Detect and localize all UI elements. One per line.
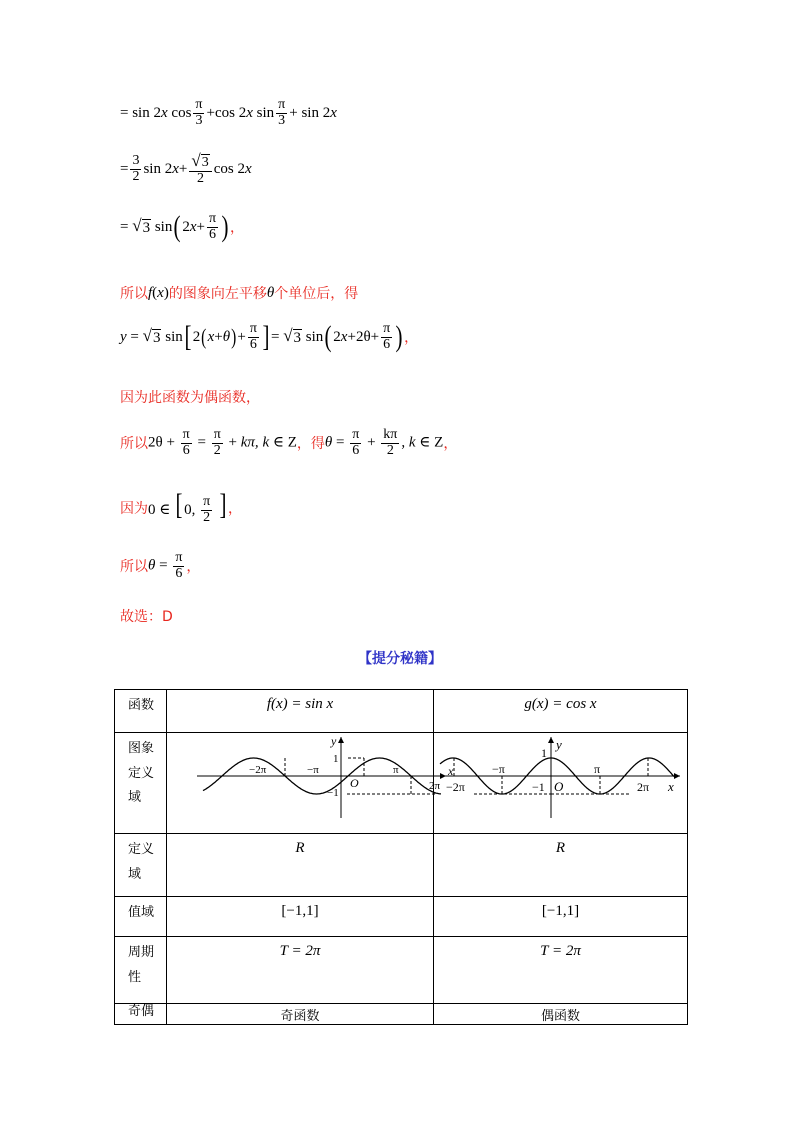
sqrt-icon: √ [142,326,152,346]
tick-label: 1 [541,746,547,760]
theta-value: 所以 θ = $\frac{\pi}{6}$ ， [120,550,201,581]
fraction-pi-3: $\frac{\pi}{3}$ [195,97,203,128]
var-x: x [244,160,252,177]
sqrt-icon: √ [191,151,201,170]
axis-label: x [668,779,674,794]
sin-cos-comparison-table [114,689,688,1025]
var-x: x [172,160,179,177]
tick-label: −1 [532,780,545,794]
equals-sign: = [120,160,129,177]
sin-function-cell: f(x) = sin x [167,690,434,733]
sin-range-cell: [−1,1] [167,897,434,937]
plus-sign: + [196,218,205,235]
cos-term: cos 2 [213,160,245,177]
y-arrow-icon [548,737,554,743]
plus-sign: + [178,160,188,177]
table-row [115,897,688,937]
sin-parity-cell: 奇函数 [167,1004,434,1025]
cos-graph-cell [434,733,688,834]
row-label: 周期 性 [115,937,167,1004]
shift-statement: 所以 f(x) 的图象向左平移 θ 个单位后，得 [120,284,359,302]
y-arrow-icon [338,737,344,743]
cos-term: cos [171,104,192,121]
row-label: 图象 定义 域 [115,733,167,834]
cos-graph [434,733,688,828]
cos-term: cos 2 [214,104,247,121]
theta-range: 因为 0 ∈ [ 0, $\frac{\pi}{2}$ ] ， [120,488,242,526]
row-label: 定义 域 [115,834,167,897]
sin-term: sin [154,218,173,235]
left-paren-icon: ( [173,210,181,244]
tick-label: −π [307,764,319,776]
sin-term: sin 2 [301,104,331,121]
shifted-function: y = √ 3 sin [ 2 ( x + θ ) + $\frac{\pi}{6}$ ] = √ 3 sin ( 2 x + 2θ + $\frac{\pi}{6}$ ) ， [120,320,419,354]
sqrt-icon: √ [283,326,293,346]
var-x: x [189,218,197,235]
fraction-pi-3: $\frac{\pi}{3}$ [278,97,286,128]
table-row [115,733,688,834]
right-paren-icon: ) [221,210,229,244]
sin-period-cell: T = 2π [167,937,434,1004]
sqrt-icon: √ [132,216,142,236]
tick-label: −1 [327,787,339,799]
tips-heading: 【提分秘籍】 [358,651,442,667]
cos-function-cell: g(x) = cos x [434,690,688,733]
step-combine [120,152,252,186]
sin-graph [167,733,454,828]
tick-label: 1 [333,753,339,765]
var-x: x [330,104,337,121]
tick-label: 2π [429,780,441,792]
left-bracket-icon: [ [184,320,192,354]
table-row [115,1004,688,1025]
var-x: x [160,104,168,121]
plus-sign: + [289,104,298,121]
row-label: 函数 [115,690,167,733]
table-row [115,937,688,1004]
cos-domain-cell: R [434,834,688,897]
theta-condition: 所以 2θ + $\frac{\pi}{6}$ = $\frac{\pi}{2}$ + kπ, k ∈ Z ，得 θ = $\frac{\pi}{6}$ + $\frac{k\pi}{2}$ , k ∈ Z ， [120,427,458,458]
table-row [115,690,688,733]
even-function-statement: 因为此函数为偶函数， [120,390,260,406]
left-bracket-icon: [ [175,488,183,521]
plus-sign: + [206,104,215,121]
step-result: = √ 3 sin ( 2 x + $\frac{\pi}{6}$ ) ， [120,210,245,244]
row-label: 值域 [115,897,167,937]
tick-label: −π [492,762,505,776]
axis-label: y [556,737,562,752]
equals-sign: = [120,104,129,121]
answer: 故选：D [120,609,173,625]
cos-range-cell: [−1,1] [434,897,688,937]
fraction-sqrt3-2: √ 3 2 [189,152,211,186]
x-arrow-icon [674,773,680,779]
right-paren-icon: ) [395,320,403,354]
left-paren-icon: ( [201,324,207,350]
tick-label: 2π [637,780,650,794]
fraction-pi-6: $\frac{\pi}{6}$ [208,211,217,242]
axis-label: y [331,734,337,748]
sqrt-3: √ 3 [132,216,151,237]
axis-label: x [448,764,454,778]
equals-sign: = [120,218,129,235]
sin-term: sin 2 [132,104,161,121]
step-expand [120,98,337,128]
tick-label: −2π [446,780,465,794]
tick-label: π [594,762,601,776]
fraction-3-2: $\frac{3}{2}$ [132,153,140,184]
right-paren-icon: ) [231,324,237,350]
sin-term: sin 2 [143,160,173,177]
table-row [115,834,688,897]
sin-graph-cell [167,733,454,834]
tick-label: −2π [249,764,267,776]
right-bracket-icon: ] [219,488,227,521]
row-label: 奇偶 [115,1004,167,1025]
tick-label: π [393,764,399,776]
cos-period-cell: T = 2π [434,937,688,1004]
cos-parity-cell: 偶函数 [434,1004,688,1025]
origin-label: O [350,776,359,790]
left-paren-icon: ( [324,320,332,354]
sin-term: sin [256,104,275,121]
var-x: x [246,104,253,121]
right-bracket-icon: ] [262,320,270,354]
sin-domain-cell: R [167,834,434,897]
origin-label: O [554,779,564,794]
